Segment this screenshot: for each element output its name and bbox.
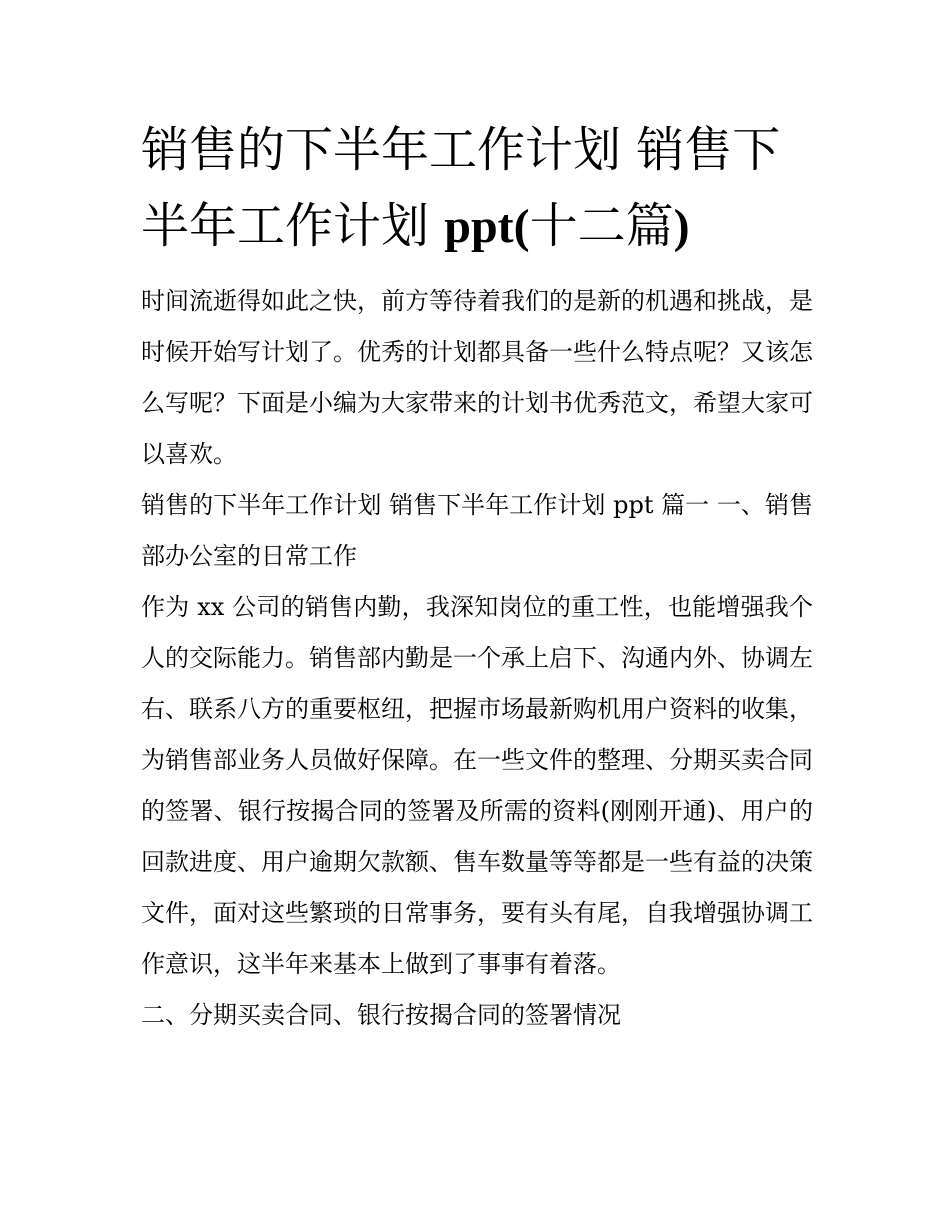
title-text-latin: ppt( <box>444 200 530 253</box>
document-title <box>141 112 813 265</box>
title-text-cjk: 销售的下半年工作计划 销售下半年工作计划 <box>141 122 781 254</box>
subsection-heading: 二、分期买卖合同、银行按揭合同的签署情况 <box>141 1001 621 1029</box>
title-text-count: 十二篇 <box>529 198 674 254</box>
body-paragraph: 作为 xx 公司的销售内勤，我深知岗位的重工性，也能增强我个人的交际能力。销售部内勤是一个承上启下、沟通内外、协调左右、联系八方的重要枢纽，把握市场最新购机用户资料的收集，为销售部业务人员做好保障。在一些文件的整理、分期买卖合同的签署、银行按揭合同的签署及所需的资料(刚刚开通)、用户的回款进度、用户逾期欠款额、售车数量等等都是一些有益的决策文件，面对这些繁琐的日常事务，要有头有尾，自我增强协调工作意识，这半年来基本上做到了事事有着落。 <box>141 593 813 978</box>
intro-paragraph: 时间流逝得如此之快，前方等待着我们的是新的机遇和挑战，是时候开始写计划了。优秀的计划都具备一些什么特点呢？又该怎么写呢？下面是小编为大家带来的计划书优秀范文，希望大家可以喜欢。 <box>141 287 813 468</box>
document-content <box>141 112 813 1041</box>
section-heading-paragraph: 销售的下半年工作计划 销售下半年工作计划 ppt 篇一 一、销售部办公室的日常工作 <box>141 491 813 570</box>
title-text-close: ) <box>673 200 690 253</box>
